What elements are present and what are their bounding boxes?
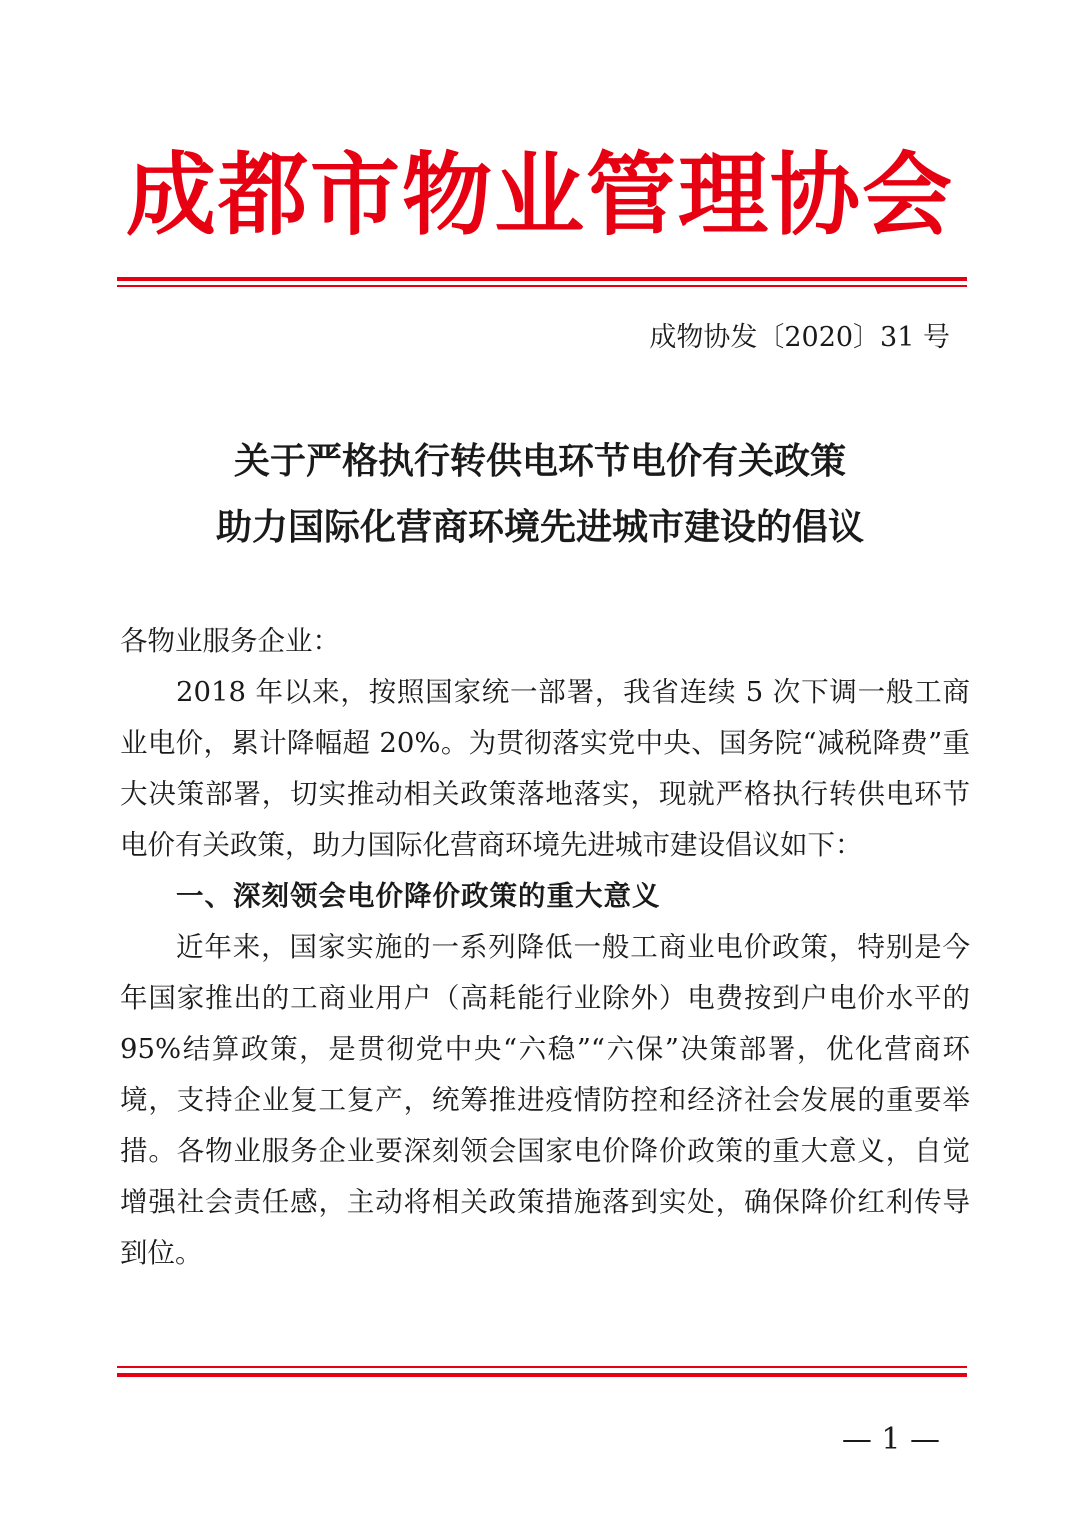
intro-paragraph: 2018 年以来，按照国家统一部署，我省连续 5 次下调一般工商业电价，累计降幅超 20%。为贯彻落实党中央、国务院“减税降费”重大决策部署，切实推动相关政策落地落实，现就严格执行转供电环节电价有关政策，助力国际化营商环境先进城市建设倡议如下： — [120, 676, 970, 861]
footer-rule-thick — [117, 1373, 967, 1377]
section-1-paragraph: 近年来，国家实施的一系列降低一般工商业电价政策，特别是今年国家推出的工商业用户（高耗能行业除外）电费按到户电价水平的 95%结算政策，是贯彻党中央“六稳”“六保”决策部署，优化营商环境，支持企业复工复产，统筹推进疫情防控和经济社会发展的重要举措。各物业服务企业要深刻领会国家电价降价政策的重大意义，自觉增强社会责任感，主动将相关政策措施落到实处，确保降价红利传导到位。 — [120, 931, 970, 1269]
section-1-heading: 一、深刻领会电价降价政策的重大意义 — [176, 880, 661, 912]
title-line-1: 关于严格执行转供电环节电价有关政策 — [233, 440, 846, 482]
header-rule-thin — [117, 285, 967, 287]
footer-rule-thin — [117, 1366, 967, 1368]
title-line-2: 助力国际化营商环境先进城市建设的倡议 — [215, 506, 864, 548]
document-number: 成物协发〔2020〕31 号 — [649, 322, 950, 353]
page-number: — 1 — — [841, 1422, 940, 1457]
salutation: 各物业服务企业： — [120, 625, 340, 657]
org-header-title: 成都市物业管理协会 — [126, 142, 954, 248]
body-content — [120, 616, 970, 1279]
header-rule-thick — [117, 277, 967, 281]
